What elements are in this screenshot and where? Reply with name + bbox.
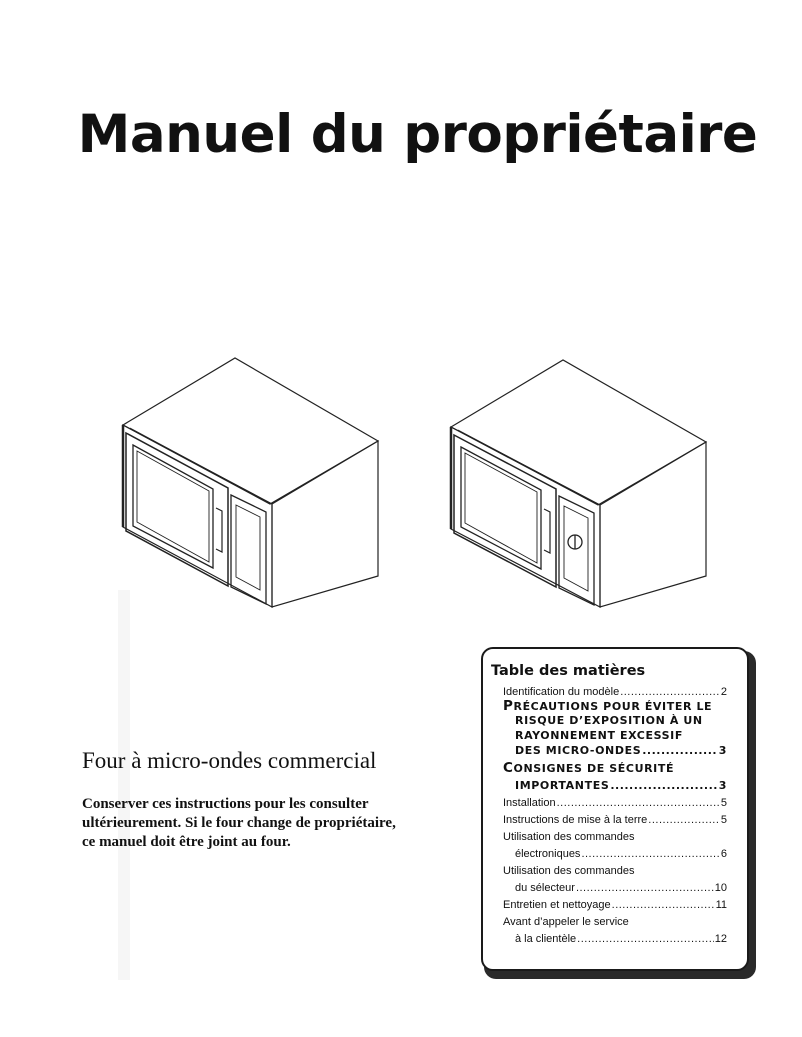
toc-entry-label: Installation <box>503 797 556 809</box>
leader-dots <box>577 932 714 946</box>
toc-entry-model-identification[interactable] <box>503 685 727 699</box>
toc-entry-label-continued: du sélecteur <box>515 882 575 894</box>
toc-entry-safety-instructions[interactable] <box>503 761 674 776</box>
note-line: ultérieurement. Si le four change de propriétaire, <box>82 815 396 831</box>
microwave-oven-right-icon <box>451 360 706 607</box>
toc-entry-label: RÉCAUTIONS POUR ÉVITER LE <box>513 700 713 713</box>
toc-entry-page: 6 <box>720 848 727 860</box>
toc-entry-grounding[interactable] <box>503 813 727 827</box>
toc-entry-label-continued: électroniques <box>515 848 581 860</box>
retention-note <box>82 795 442 852</box>
toc-entry-dial-controls-page-line[interactable] <box>515 881 727 895</box>
toc-entry-precautions-page-line[interactable] <box>515 744 727 758</box>
toc-entry-label-continued: RAYONNEMENT EXCESSIF <box>515 729 683 742</box>
toc-entry-installation[interactable] <box>503 796 727 810</box>
leader-dots <box>576 881 714 895</box>
toc-entry-label: Identification du modèle <box>503 686 620 698</box>
leader-dots <box>620 685 720 699</box>
toc-entry-precautions[interactable] <box>503 699 712 714</box>
toc-entry-initial: C <box>503 760 514 776</box>
toc-entry-page: 11 <box>715 899 727 911</box>
toc-entry-cleaning[interactable] <box>503 898 727 912</box>
toc-entry-safety-page-line[interactable] <box>515 779 727 793</box>
leader-dots <box>642 744 718 758</box>
toc-entry-initial: P <box>503 698 514 714</box>
toc-entry-label-continued: RISQUE D’EXPOSITION À UN <box>515 714 703 727</box>
toc-entry-label: Entretien et nettoyage <box>503 899 611 911</box>
toc-entry-page: 10 <box>714 882 727 894</box>
toc-entry-label: ONSIGNES DE SÉCURITÉ <box>513 762 675 775</box>
toc-entry-page: 12 <box>714 933 727 945</box>
table-of-contents <box>481 647 749 971</box>
toc-entry-label-continued: IMPORTANTES <box>515 779 610 792</box>
toc-title: Table des matières <box>491 663 646 679</box>
leader-dots <box>612 898 715 912</box>
leader-dots <box>557 796 720 810</box>
product-subtitle: Four à micro-ondes commercial <box>82 748 377 773</box>
toc-entry-service[interactable]: Avant d’appeler le service <box>503 916 629 928</box>
toc-entry-electronic-controls-page-line[interactable] <box>515 847 727 861</box>
leader-dots <box>581 847 719 861</box>
note-line: Conserver ces instructions pour les consulter <box>82 796 369 812</box>
toc-entry-page: 3 <box>718 744 727 757</box>
toc-entry-page: 5 <box>720 814 727 826</box>
toc-entry-label-continued: à la clientèle <box>515 933 577 945</box>
toc-entry-label-continued: DES MICRO-ONDES <box>515 744 642 757</box>
page-title: Manuel du propriétaire <box>77 104 758 165</box>
leader-dots <box>648 813 720 827</box>
toc-entry-page: 2 <box>720 686 727 698</box>
toc-entry-electronic-controls[interactable]: Utilisation des commandes <box>503 831 635 843</box>
microwave-oven-left-icon <box>123 358 378 607</box>
toc-entry-service-page-line[interactable] <box>515 932 727 946</box>
toc-entry-dial-controls[interactable]: Utilisation des commandes <box>503 865 635 877</box>
toc-entry-label: Instructions de mise à la terre <box>503 814 648 826</box>
note-line: ce manuel doit être joint au four. <box>82 834 291 850</box>
toc-entry-page: 3 <box>718 779 727 792</box>
toc-entry-page: 5 <box>720 797 727 809</box>
leader-dots <box>610 779 717 793</box>
